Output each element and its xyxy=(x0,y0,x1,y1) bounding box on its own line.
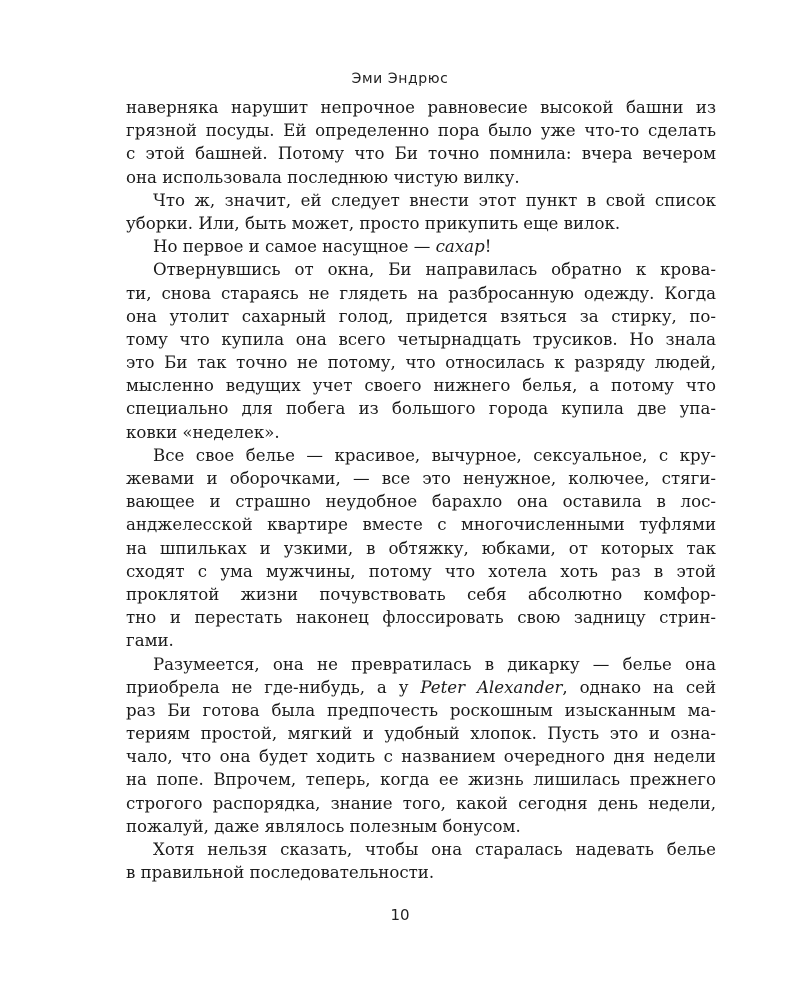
text-line: тно и перестать наконец флоссировать свою задницу стрин- xyxy=(126,608,716,628)
text-run: , однако на сей xyxy=(562,677,717,697)
paragraph xyxy=(126,235,716,258)
text-line: это Би так точно не потому, что относилась к разряду людей, xyxy=(126,353,716,373)
text-line: специально для побега из большого города купила две упа- xyxy=(126,399,716,419)
text-line: раз Би готова была предпочесть роскошным изысканным ма- xyxy=(126,700,716,720)
paragraph xyxy=(126,96,716,189)
text-line: анджелесской квартире вместе с многочисленными туфлями xyxy=(126,515,716,535)
body-text xyxy=(126,96,716,884)
text-line: наверняка нарушит непрочное равновесие высокой башни из xyxy=(126,98,716,117)
italic-brand: Peter Alexander xyxy=(420,677,563,697)
text-line: в правильной последовательности. xyxy=(126,863,435,883)
paragraph xyxy=(126,189,716,235)
text-line: на шпильках и узкими, в обтяжку, юбками, от которых так xyxy=(126,538,716,558)
paragraph xyxy=(126,838,716,884)
text-line: жевами и оборочками, — все это ненужное, колючее, стяги- xyxy=(126,469,716,488)
text-line xyxy=(126,676,716,699)
text-run: ! xyxy=(484,237,492,257)
page-number: 10 xyxy=(390,906,410,924)
text-line: Хотя нельзя сказать, чтобы она старалась надевать белье xyxy=(153,840,716,859)
text-line: сходят с ума мужчины, потому что хотела хоть раз в этой xyxy=(126,561,716,581)
text-line: Отвернувшись от окна, Би направилась обратно к крова- xyxy=(153,260,716,280)
text-run: Но первое и самое насущное — xyxy=(153,237,436,257)
text-line: она утолит сахарный голод, придется взяться за стирку, по- xyxy=(126,306,716,326)
text-line: тому что купила она всего четырнадцать трусиков. Но знала xyxy=(126,329,716,349)
text-line: строгого распорядка, знание того, какой сегодня день недели, xyxy=(126,793,716,813)
text-line: пожалуй, даже являлось полезным бонусом. xyxy=(126,816,521,836)
paragraph xyxy=(126,653,716,839)
text-line: чало, что она будет ходить с названием очередного дня недели xyxy=(126,747,716,767)
text-line: проклятой жизни почувствовать себя абсолютно комфор- xyxy=(126,584,716,604)
text-line: она использовала последнюю чистую вилку. xyxy=(126,167,520,187)
text-line: Все свое белье — красивое, вычурное, сексуальное, с кру- xyxy=(153,445,716,465)
text-line: уборки. Или, быть может, просто прикупить еще вилок. xyxy=(126,213,621,233)
text-line: Что ж, значит, ей следует внести этот пункт в свой список xyxy=(153,190,716,210)
italic-word: сахар xyxy=(435,237,485,257)
text-line xyxy=(126,235,716,258)
text-line: гами. xyxy=(126,631,174,651)
text-line: Разумеется, она не превратилась в дикарку — белье она xyxy=(153,654,716,674)
text-line: с этой башней. Потому что Би точно помнила: вчера вечером xyxy=(126,144,716,164)
text-line: на попе. Впрочем, теперь, когда ее жизнь лишилась прежнего xyxy=(126,770,716,790)
paragraph xyxy=(126,444,716,653)
text-line: ковки «неделек». xyxy=(126,422,280,442)
text-line: грязной посуды. Ей определенно пора было уже что-то сделать xyxy=(126,121,716,141)
text-line: териям простой, мягкий и удобный хлопок. Пусть это и озна- xyxy=(126,724,716,744)
running-head-author: Эми Эндрюс xyxy=(351,71,449,87)
paragraph xyxy=(126,258,716,444)
text-line: вающее и страшно неудобное барахло она оставила в лос- xyxy=(126,492,716,512)
text-line: ти, снова стараясь не глядеть на разбросанную одежду. Когда xyxy=(126,283,716,303)
text-run: приобрела не где-нибудь, а у xyxy=(126,677,421,697)
text-line: мысленно ведущих учет своего нижнего белья, а потому что xyxy=(126,376,716,396)
